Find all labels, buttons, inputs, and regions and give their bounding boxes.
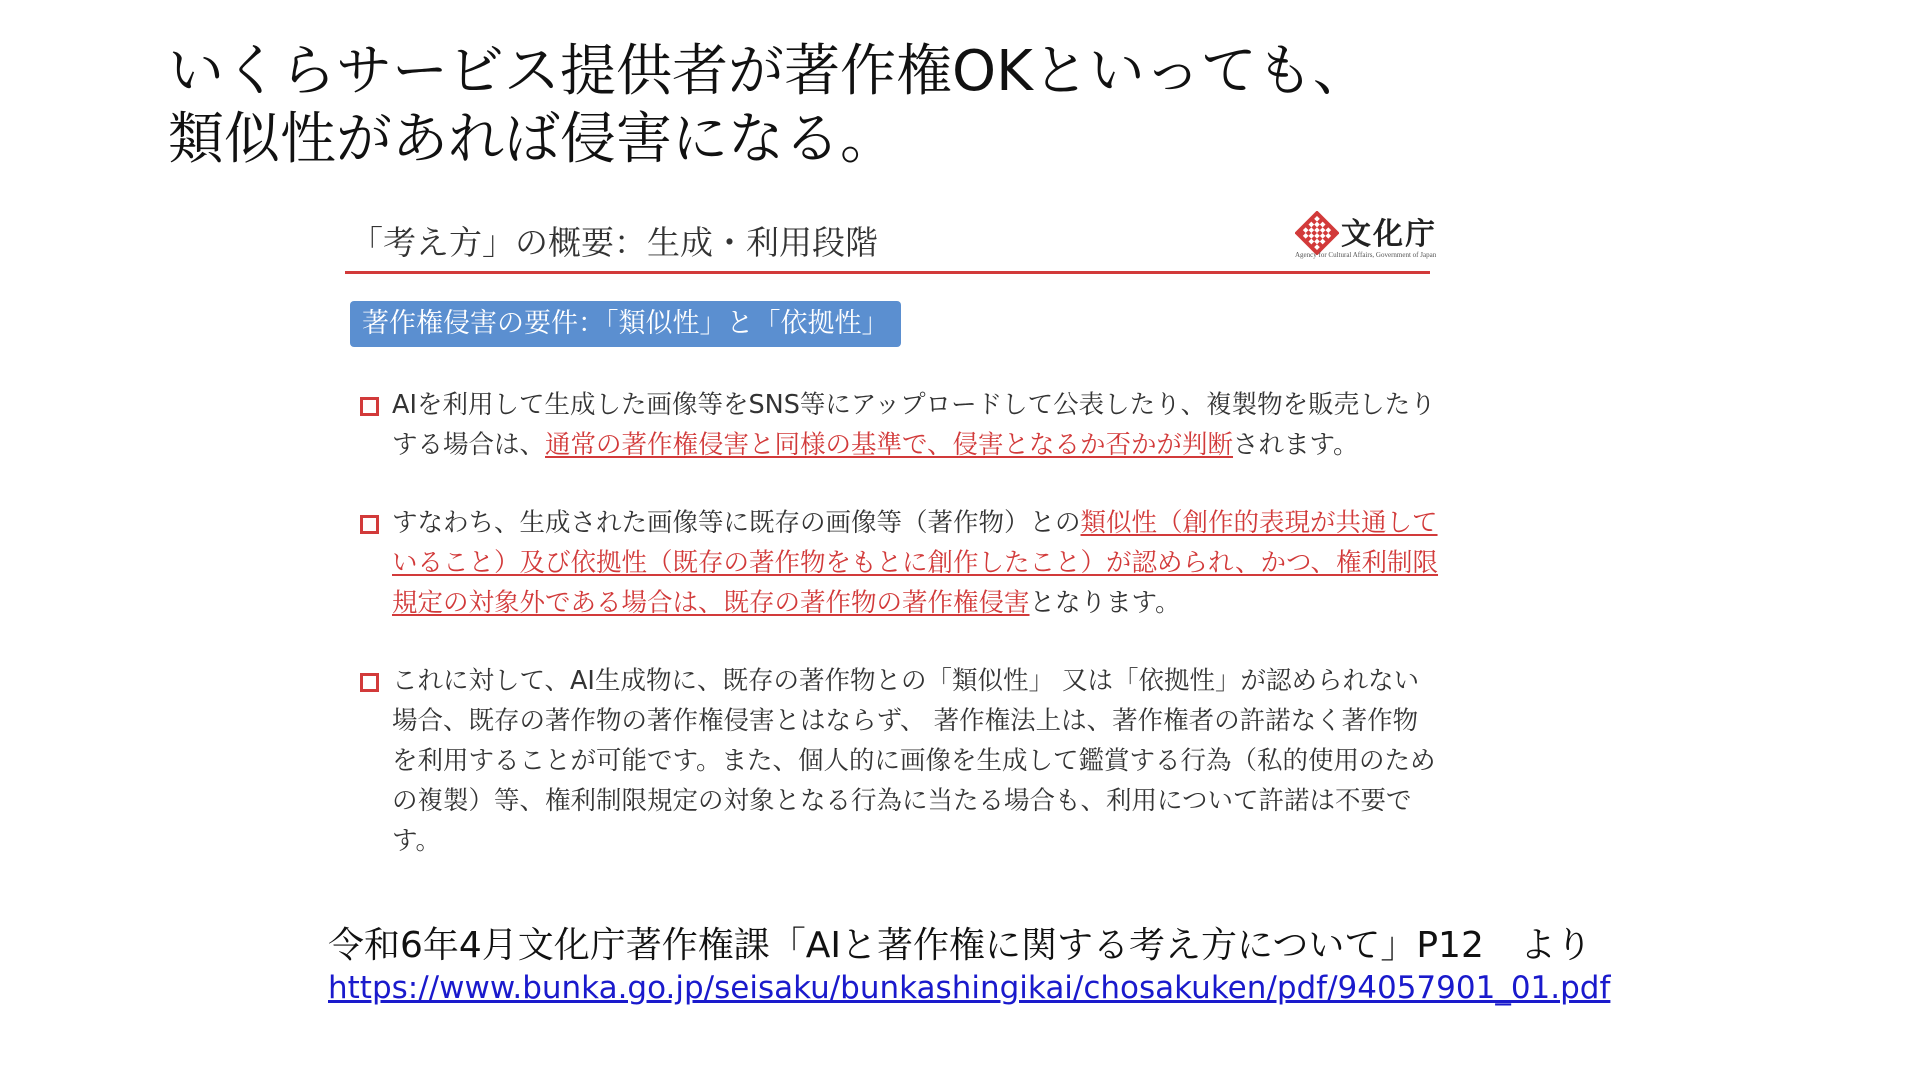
list-item (360, 385, 1440, 465)
slide-title-line-2: 類似性があれば侵害になる。 (168, 107, 896, 172)
bullet-text-tail: となります。 (1029, 588, 1181, 618)
bunkacho-emblem-icon (1295, 211, 1339, 255)
title-divider (345, 271, 1430, 274)
bunkacho-logo (1295, 205, 1465, 267)
embedded-slide-title: 「考え方」の概要：生成・利用段階 (350, 223, 878, 262)
bullet-highlight: 類似性（創作的表現が共通していること）及び依拠性（既存の著作物をもとに創作したこと）が認められ、かつ、権利制限規定の対象外である場合は、既存の著作物の著作権侵害 (392, 508, 1439, 618)
square-bullet-icon (360, 515, 379, 534)
source-link[interactable]: https://www.bunka.go.jp/seisaku/bunkashingikai/chosakuken/pdf/94057901_01.pdf (328, 970, 1611, 1006)
bullet-text: これに対して、AI生成物に、既存の著作物との「類似性」 又は「依拠性」が認められない場合、既存の著作物の著作権侵害とはならず、 著作権法上は、著作権者の許諾なく著作物を利用することが可能です。また、個人的に画像を生成して鑑賞する行為（私的使用のための複製）等、権利制限規定の対象となる行為に当たる場合も、利用について許諾は不要です。 (392, 666, 1436, 856)
bullet-text: すなわち、生成された画像等に既存の画像等（著作物）との (392, 508, 1081, 538)
list-item (360, 503, 1440, 623)
slide-title-line-1: いくらサービス提供者が著作権OKといっても、 (168, 39, 1369, 104)
square-bullet-icon (360, 397, 379, 416)
bullet-text-tail: されます。 (1233, 430, 1359, 460)
source-citation: 令和6年4月文化庁著作権課「AIと著作権に関する考え方について」P12 より (328, 925, 1592, 966)
logo-text: 文化庁 (1341, 217, 1437, 252)
list-item (360, 661, 1440, 861)
bullet-list (360, 385, 1440, 899)
section-label: 著作権侵害の要件：「類似性」と「依拠性」 (350, 301, 901, 347)
square-bullet-icon (360, 673, 379, 692)
bullet-text: AIを利用して生成した画像等をSNS等にアップロードして公表したり、複製物を販売したりする場合は、 (392, 390, 1436, 460)
logo-subtext: Agency for Cultural Affairs, Government of Japan (1295, 251, 1437, 259)
bullet-highlight: 通常の著作権侵害と同様の基準で、侵害となるか否かが判断 (545, 430, 1234, 460)
slide-title (168, 38, 1369, 174)
